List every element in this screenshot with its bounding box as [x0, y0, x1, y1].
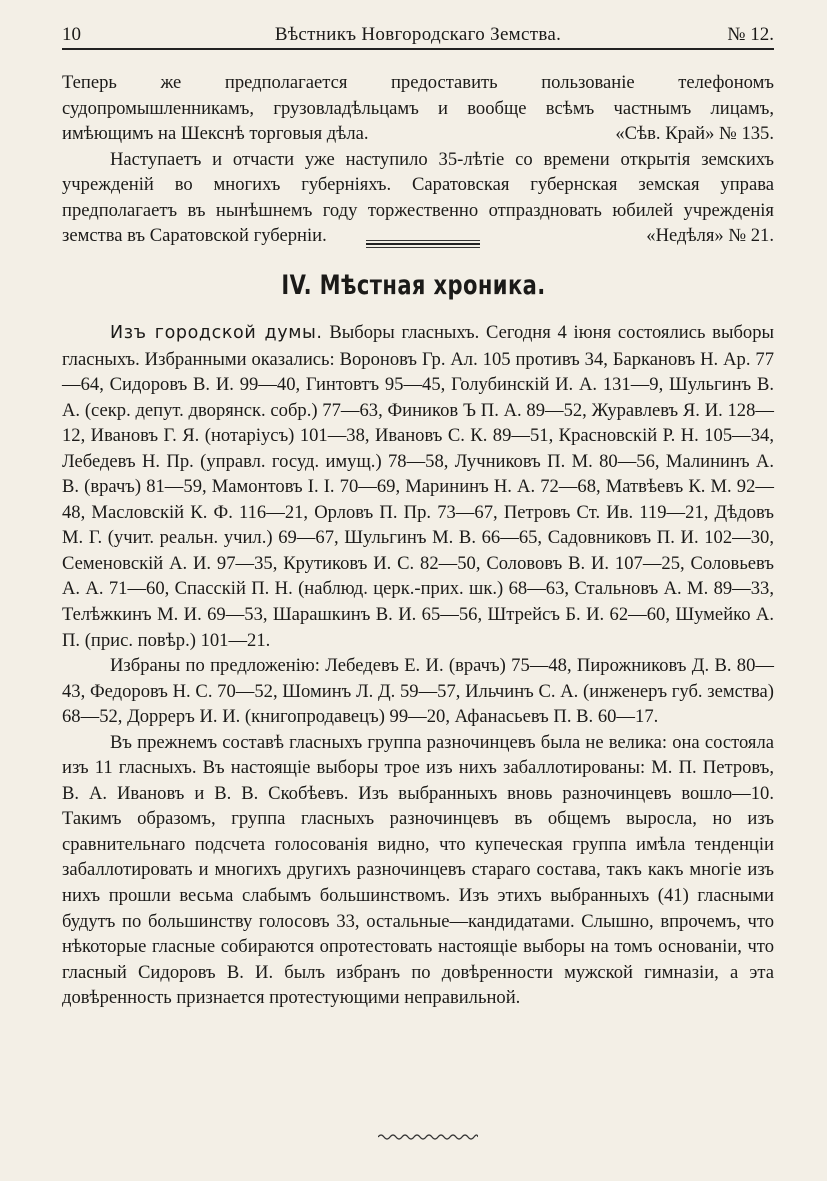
news-block [62, 70, 774, 249]
elections-text: Выборы гласныхъ. Сегодня 4 іюня состоялись выборы гласныхъ. Избранными оказались: Вороновъ Гр. Ал. 105 противъ 34, Баркановъ Н. Ар. 77—64, Сидоровъ В. И. 99—40, Гинтовтъ 95—45, Голубинскій И. А. 131—9, Шульгинъ В. А. (секр. депут. дворянск. собр.) 77—63, Фиников Ъ П. А. 89—52, Журавлевъ Я. И. 128—12, Ивановъ Г. Я. (нотаріусъ) 101—38, Ивановъ С. К. 89—51, Красновскій Р. Н. 105—34, Лебедевъ Н. Пр. (управл. госуд. имущ.) 78—58, Лучниковъ П. М. 80—56, Малининъ А. В. (врачъ) 81—59, Мамонтовъ I. I. 70—69, Марининъ Н. А. 72—68, Матвѣевъ К. М. 92—48, Масловскій К. Ф. 116—21, Орловъ П. Пр. 73—67, Петровъ Ст. Ив. 119—21, Дѣдовъ М. Г. (учит. реальн. учил.) 69—67, Шульгинъ М. В. 66—65, Садовниковъ П. И. 102—30, Семеновскій А. И. 97—35, Крутиковъ И. С. 82—50, Солововъ В. И. 107—25, Соловьевъ А. А. 71—60, Спасскій П. Н. (наблюд. церк.-прих. шк.) 68—63, Стальновъ А. М. 89—33, Телѣжкинъ М. И. 69—53, Шарашкинъ В. И. 65—56, Штрейсъ Б. И. 62—60, Шумейко А. П. (прис. повѣр.) 101—21. [62, 322, 775, 651]
header-rule [62, 48, 774, 50]
chronicle-paragraph: Избраны по предложенію: Лебедевъ Е. И. (врачъ) 75—48, Пирожниковъ Д. В. 80—43, Федоровъ Н. С. 70—52, Шоминъ Л. Д. 59—57, Ильчинъ С. А. (инженеръ губ. земства) 68—52, Дорреръ И. И. (книгопродавецъ) 99—20, Афанасьевъ П. В. 60—17. [62, 655, 774, 728]
news-source: «Сѣв. Край» № 135. [615, 123, 774, 145]
news-item [62, 147, 774, 249]
news-text: Теперь же предполагается предоставить пользованіе телефономъ судопромышленникамъ, грузовладѣльцамъ и вообще всѣмъ частнымъ лицамъ, имѣющимъ на Шекснѣ торговыя дѣла. [62, 72, 774, 145]
running-head [62, 24, 774, 46]
chronicle-block [62, 320, 774, 1011]
section-heading: IV. Мѣстная хроника. [281, 270, 546, 301]
page-number: 10 [62, 24, 81, 45]
chronicle-paragraph [62, 320, 774, 653]
issue-number: № 12. [727, 24, 774, 45]
chronicle-paragraph: Въ прежнемъ составѣ гласныхъ группа разночинцевъ была не велика: она состояла изъ 11 гласныхъ. Въ настоящіе выборы трое изъ нихъ забаллотированы: М. П. Петровъ, В. А. Ивановъ и В. В. Скобѣевъ. Изъ выбранныхъ вновь разночинцевъ вошло—10. Такимъ образомъ, группа гласныхъ разночинцевъ въ общемъ выросла, но изъ сравнительнаго подсчета голосованія видно, что купеческая группа имѣла тенденціи забаллотировать и многихъ другихъ разночинцевъ стараго состава, такъ какъ многіе изъ нихъ прошли весьма слабымъ большинствомъ. Изъ этихъ выбранныхъ (41) гласными будутъ по большинству голосовъ 33, остальные—кандидатами. Слышно, впрочемъ, что нѣкоторые гласные собираются опротестовать настоящіе выборы на томъ основаніи, что гласный Сидоровъ В. И. былъ избранъ по довѣренности мужской гимназіи, а эта довѣренность признается протестующими неправильной. [62, 731, 774, 1009]
end-ornament [378, 1133, 478, 1141]
section-divider-ornament [366, 240, 480, 248]
news-text: Наступаетъ и отчасти уже наступило 35-лѣтіе со времени открытія земскихъ учрежденій во многихъ губерніяхъ. Саратовская губернская земская управа предполагаетъ въ нынѣшнемъ году торжественно отпраздновать юбилей учрежденія земства въ Саратовской губерніи. [62, 148, 774, 247]
rubric-heading: Изъ городской думы. [110, 323, 323, 343]
journal-title: Вѣстникъ Новгородскаго Земства. [274, 24, 562, 45]
news-source: «Недѣля» № 21. [646, 225, 774, 247]
news-item [62, 70, 774, 147]
